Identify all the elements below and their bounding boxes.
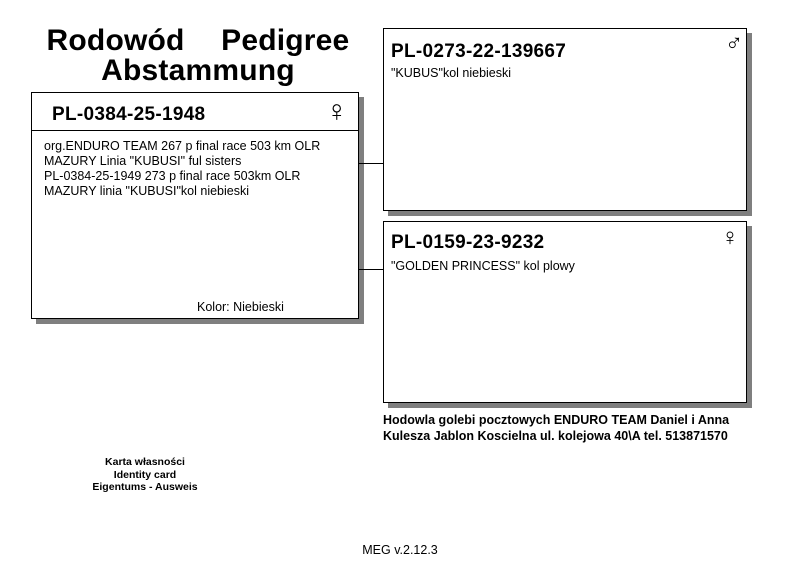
subject-note-line: org.ENDURO TEAM 267 p final race 503 km OLR (44, 139, 321, 153)
connector-father (359, 163, 383, 164)
identity-card-line: Karta własności (105, 456, 185, 468)
father-pigeon-card (383, 28, 747, 211)
father-ring-number: PL-0273-22-139667 (391, 41, 567, 62)
pedigree-title (28, 26, 368, 86)
subject-pigeon-card (31, 92, 359, 319)
mother-ring-number: PL-0159-23-9232 (391, 232, 545, 253)
mother-notes: "GOLDEN PRINCESS" kol plowy (391, 259, 575, 273)
female-symbol-icon: ♀ (721, 224, 739, 251)
subject-notes (44, 139, 354, 199)
subject-note-line: MAZURY Linia "KUBUSI" ful sisters (44, 154, 242, 168)
female-symbol-icon: ♀ (325, 95, 348, 128)
subject-color: Kolor: Niebieski (197, 300, 284, 314)
title-line-1: Rodowód Pedigree (46, 24, 350, 57)
subject-ring-number: PL-0384-25-1948 (52, 104, 206, 125)
software-version: MEG v.2.12.3 (362, 543, 438, 557)
connector-mother (359, 269, 383, 270)
male-symbol-icon: ♂ (725, 30, 743, 57)
mother-pigeon-card (383, 221, 747, 403)
identity-card-line: Identity card (113, 468, 177, 481)
father-notes: "KUBUS"kol niebieski (391, 66, 512, 80)
subject-note-line: PL-0384-25-1949 273 p final race 503km OLR (44, 169, 301, 183)
breeder-info: Hodowla golebi pocztowych ENDURO TEAM Daniel i Anna Kulesza Jablon Koscielna ul. kolejowa 40\A tel. 513871570 (383, 413, 730, 443)
identity-card-label (64, 456, 226, 494)
identity-card-line: Eigentums - Ausweis (92, 481, 198, 493)
title-line-2: Abstammung (101, 54, 295, 87)
subject-note-line: MAZURY linia "KUBUSI"kol niebieski (44, 184, 250, 198)
card-divider (32, 130, 358, 131)
